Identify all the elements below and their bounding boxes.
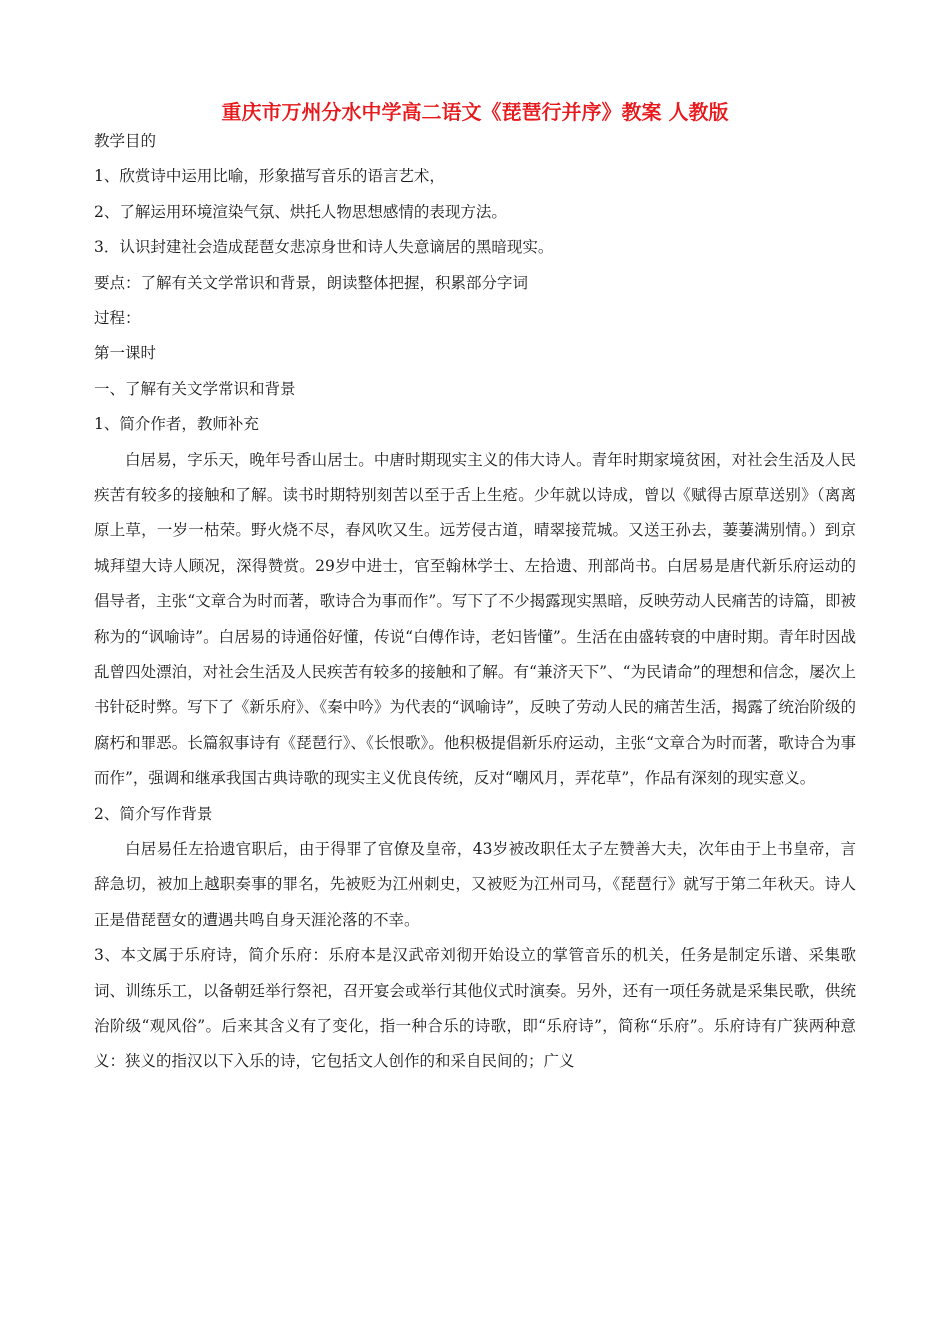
goal-item-1: 1、欣赏诗中运用比喻，形象描写音乐的语言艺术， [94, 167, 445, 186]
subsection-background: 2、简介写作背景 [94, 804, 213, 823]
document-body [94, 124, 856, 1080]
teaching-goals-heading: 教学目的 [94, 132, 157, 150]
subsection-author: 1、简介作者，教师补充 [94, 415, 259, 434]
section-heading-1: 一、了解有关文学常识和背景 [94, 379, 296, 398]
yuefu-paragraph: 3、本文属于乐府诗，简介乐府：乐府本是汉武帝刘彻开始设立的掌管音乐的机关，任务是制定乐谱、采集歌词、训练乐工，以备朝廷举行祭祀，召开宴会或举行其他仪式时演奏。另外，还有一项任务就是采集民歌，供统治阶级“观风俗”。后来其含义有了变化，指一种合乐的诗歌，即“乐府诗”，简称“乐府”。乐府诗有广狭两种意义：狭义的指汉以下入乐的诗，它包括文人创作的和采自民间的；广义 [94, 946, 856, 1071]
lesson-heading: 第一课时 [94, 344, 157, 363]
goal-item-2: 2、了解运用环境渲染气氛、烘托人物思想感情的表现方法。 [94, 202, 507, 221]
goal-item-3: 3．认识封建社会造成琵琶女悲凉身世和诗人失意谪居的黑暗现实。 [94, 238, 554, 257]
background-paragraph: 白居易任左拾遗官职后，由于得罪了官僚及皇帝，43岁被改职任太子左赞善大夫，次年由于上书皇帝，言辞急切，被加上越职奏事的罪名，先被贬为江州刺史，又被贬为江州司马，《琵琶行》就写于第二年秋天。诗人正是借琵琶女的遭遇共鸣自身天涯沦落的不幸。 [94, 839, 856, 929]
process-heading: 过程： [94, 308, 141, 327]
author-paragraph: 白居易，字乐天，晚年号香山居士。中唐时期现实主义的伟大诗人。青年时期家境贫困，对社会生活及人民疾苦有较多的接触和了解。读书时期特别刻苦以至于舌上生疮。少年就以诗成，曾以《赋得古原草送别》（离离原上草，一岁一枯荣。野火烧不尽，春风吹又生。远芳侵古道，晴翠接荒城。又送王孙去，萋萋满别情。）到京城拜望大诗人顾况，深得赞赏。29岁中进士，官至翰林学士、左拾遗、刑部尚书。白居易是唐代新乐府运动的倡导者，主张“文章合为时而著，歌诗合为事而作”。写下了不少揭露现实黑暗，反映劳动人民痛苦的诗篇，即被称为的“讽喻诗”。白居易的诗通俗好懂，传说“白傅作诗，老妇皆懂”。生活在由盛转衰的中唐时期。青年时因战乱曾四处漂泊，对社会生活及人民疾苦有较多的接触和了解。有“兼济天下”、“为民请命”的理想和信念，屡次上书针砭时弊。写下了《新乐府》、《秦中吟》为代表的“讽喻诗”，反映了劳动人民的痛苦生活，揭露了统治阶级的腐朽和罪恶。长篇叙事诗有《琵琶行》、《长恨歌》。他积极提倡新乐府运动，主张“文章合为时而著，歌诗合为事而作”，强调和继承我国古典诗歌的现实主义优良传统，反对“嘲风月，弄花草”，作品有深刻的现实意义。 [94, 450, 856, 788]
key-points: 要点：了解有关文学常识和背景，朗读整体把握，积累部分字词 [94, 273, 529, 292]
document-title: 重庆市万州分水中学高二语文《琵琶行并序》教案 人教版 [221, 100, 729, 124]
